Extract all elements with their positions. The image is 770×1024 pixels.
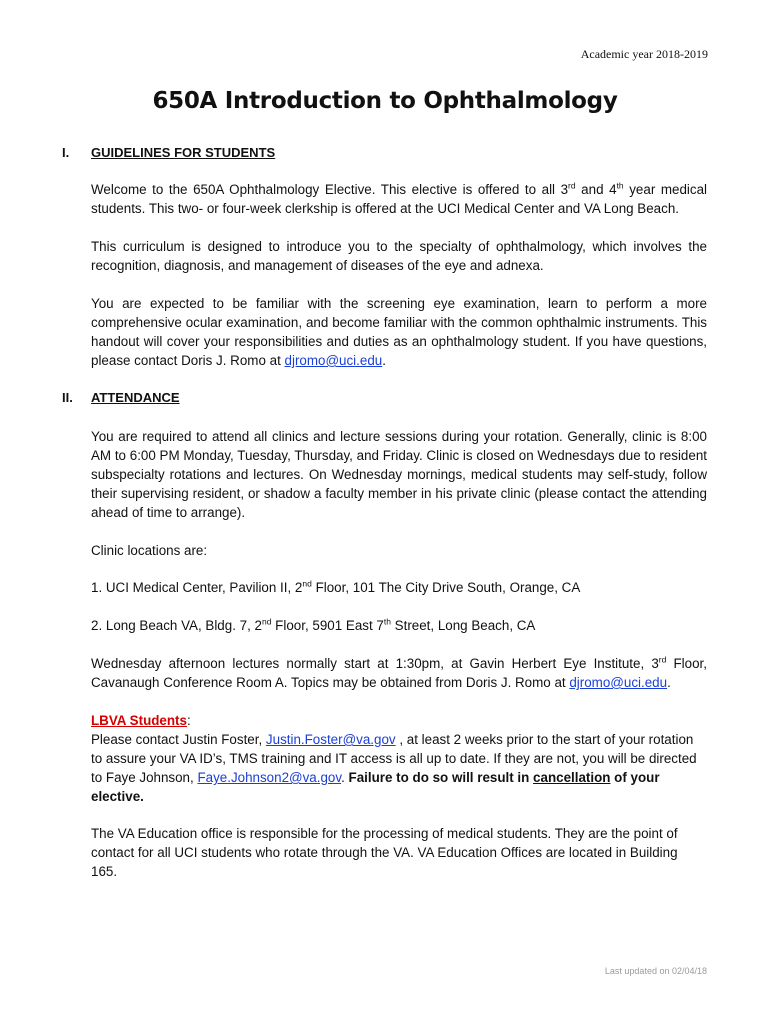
academic-year: Academic year 2018-2019	[580, 47, 708, 61]
clinic-location-1: 1. UCI Medical Center, Pavilion II, 2nd Floor, 101 The City Drive South, Orange, CA	[91, 578, 581, 595]
last-updated: Last updated on 02/04/18	[604, 966, 707, 976]
va-office-paragraph: The VA Education office is responsible for the processing of medical students. They are the point of contact for all UCI students who rotate through the VA. VA Education Offices are located in Building 165.	[91, 826, 678, 879]
lbva-paragraph: LBVA Students: Please contact Justin Foster, Justin.Foster@va.gov , at least 2 weeks prior to the start of your rotation to assure your VA ID’s, TMS training and IT access is all up to date. If they are not, you will be directed to Faye Johnson, Faye.Johnson2@va.gov. Failure to do so will result in cancellation of your elective.	[91, 713, 697, 804]
curriculum-paragraph: This curriculum is designed to introduce you to the specialty of ophthalmology, which involves the recognition, diagnosis, and management of diseases of the eye and adnexa.	[91, 239, 707, 273]
email-link-djromo-2[interactable]: djromo@uci.edu	[569, 675, 668, 690]
attendance-paragraph: You are required to attend all clinics and lecture sessions during your rotation. Generally, clinic is 8:00 AM to 6:00 PM Monday, Tuesday, Thursday, and Friday. Clinic is closed on Wednesdays due to resident subspecialty rotations and lectures. On Wednesday mornings, medical students may self-study, follow their supervising resident, or shadow a faculty member in his private clinic (please contact the attending ahead of time to arrange).	[91, 429, 707, 520]
section-2-heading: ATTENDANCE	[91, 390, 180, 405]
clinic-locations-intro: Clinic locations are:	[91, 543, 208, 558]
section-1-heading: GUIDELINES FOR STUDENTS	[91, 145, 276, 160]
lectures-paragraph: Wednesday afternoon lectures normally start at 1:30pm, at Gavin Herbert Eye Institute, 3rd Floor, Cavanaugh Conference Room A. Topics may be obtained from Doris J. Romo at djromo@uci.edu.	[91, 654, 707, 690]
welcome-paragraph: Welcome to the 650A Ophthalmology Elective. This elective is offered to all 3rd and 4th year medical students. This two- or four-week clerkship is offered at the UCI Medical Center and VA Long Beach.	[91, 180, 707, 216]
section-1-number: I.	[62, 145, 70, 160]
clinic-location-2: 2. Long Beach VA, Bldg. 7, 2nd Floor, 5901 East 7th Street, Long Beach, CA	[91, 616, 536, 633]
email-link-faye-johnson[interactable]: Faye.Johnson2@va.gov	[197, 770, 342, 785]
email-link-justin-foster[interactable]: Justin.Foster@va.gov	[265, 732, 396, 747]
email-link-djromo[interactable]: djromo@uci.edu	[284, 353, 383, 368]
lbva-heading: LBVA Students	[91, 713, 187, 728]
section-2-number: II.	[62, 390, 73, 405]
page-title: 650A Introduction to Ophthalmology	[152, 88, 618, 114]
expectations-paragraph: You are expected to be familiar with the screening eye examination, learn to perform a more comprehensive ocular examination, and become familiar with the common ophthalmic instruments. This handout will cover your responsibilities and duties as an ophthalmology student. If you have questions, please contact Doris J. Romo at djromo@uci.edu.	[91, 296, 707, 368]
